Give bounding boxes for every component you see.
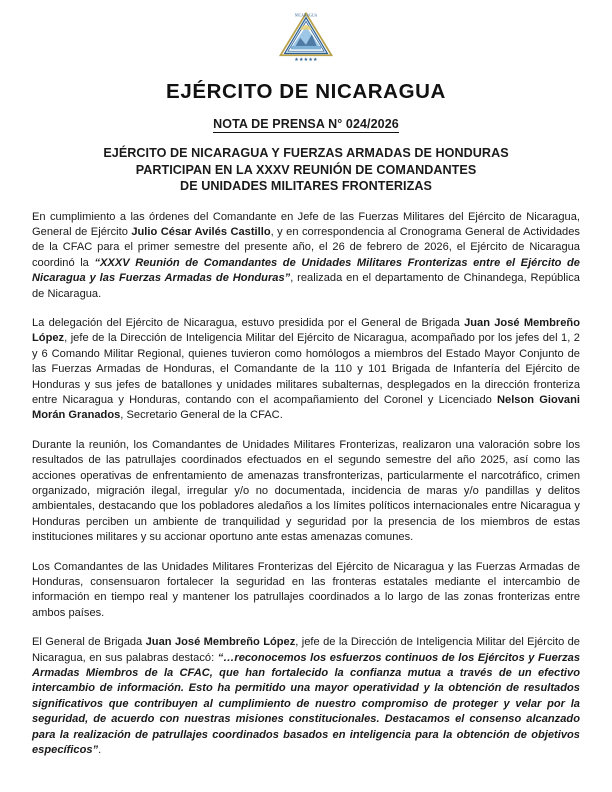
page-title: EJÉRCITO DE NICARAGUA bbox=[166, 80, 446, 103]
paragraph-2: La delegación del Ejército de Nicaragua, estuvo presidida por el General de Brigada Juan José Membreño López, jefe de la Dirección de Inteligencia Militar del Ejército de Nicaragua, acompañado por los jefes del 1, 2 y 6 Comando Militar Regional, quienes tuvieron como homólogos a miembros del Estado Mayor Conjunto de las Fuerzas Armadas de Honduras, el Comandante de la 110 y 101 Brigada de Infantería del Ejército de Honduras y sus jefes de batallones y unidades militares subalternas, desplegados en la dirección fronteriza entre Nicaragua y Honduras, contando con el acompañamiento del Coronel y Licenciado Nelson Giovani Morán Granados, Secretario General de la CFAC. bbox=[32, 316, 580, 422]
crest-container bbox=[32, 10, 580, 72]
paragraph-3: Durante la reunión, los Comandantes de Unidades Militares Fronterizas, realizaron una valoración sobre los resultados de las patrullajes coordinados efectuados en el segundo semestre del año 2025, así como las acciones operativas de enfrentamiento de amenazas transfronterizas, particularmente el narcotráfico, crimen organizado, migración ilegal, irregular y/o no documentada, incidencia de maras y/o pandillas y delitos ambientales, destacando que los pobladores aledaños a los límites políticos internacionales entre Nicaragua y Honduras perciben un ambiente de tranquilidad y seguridad por la presencia de los miembros de estas instituciones militares y su accionar oportuno ante estas amenazas comunes. bbox=[32, 438, 580, 544]
headline bbox=[32, 145, 580, 195]
svg-text:NICARAGUA: NICARAGUA bbox=[294, 13, 318, 18]
headline-line-1: EJÉRCITO DE NICARAGUA Y FUERZAS ARMADAS DE HONDURAS bbox=[103, 146, 509, 160]
paragraph-4: Los Comandantes de las Unidades Militares Fronterizas del Ejército de Nicaragua y las Fuerzas Armadas de Honduras, consensuaron fortalecer la seguridad en las fronteras estatales mediante el intercambio de información en tiempo real y mantener los patrullajes coordinados a lo largo de las zonas fronterizas entre ambos países. bbox=[32, 560, 580, 619]
body-text bbox=[32, 210, 580, 759]
headline-line-2: PARTICIPAN EN LA XXXV REUNIÓN DE COMANDANTES bbox=[135, 162, 477, 177]
paragraph-1: En cumplimiento a las órdenes del Comandante en Jefe de las Fuerzas Militares del Ejército de Nicaragua, General de Ejército Julio César Avilés Castillo, y en correspondencia al Cronograma General de Actividades de la CFAC para el primer semestre del presente año, el 26 de febrero de 2026, el Ejército de Nicaragua coordinó la “XXXV Reunión de Comandantes de Unidades Militares Fronterizas entre el Ejército de Nicaragua y las Fuerzas Armadas de Honduras”, realizada en el departamento de Chinandega, República de Nicaragua. bbox=[32, 210, 580, 300]
press-note-number bbox=[32, 117, 580, 131]
paragraph-5: El General de Brigada Juan José Membreño López, jefe de la Dirección de Inteligencia Militar del Ejército de Nicaragua, en sus palabras destacó: “…reconocemos los esfuerzos continuos de los Ejércitos y Fuerzas Armadas Miembros de la CFAC, que han fortalecido la confianza mutua a través de un efectivo intercambio de información. Esto ha permitido una mayor operatividad y la obtención de resultados significativos que contribuyen al cumplimiento de nuestro compromiso de proteger y velar por la seguridad, de acuerdo con nuestras misiones constitucionales. Destacamos el consenso alcanzado para la realización de patrullajes coordinados basados en inteligencia para la obtención de objetivos específicos”. bbox=[32, 636, 581, 757]
svg-text:★★★★★: ★★★★★ bbox=[294, 57, 318, 64]
national-crest-icon bbox=[277, 10, 335, 68]
headline-line-3: DE UNIDADES MILITARES FRONTERIZAS bbox=[180, 179, 432, 193]
press-note-number-text: NOTA DE PRENSA N° 024/2026 bbox=[213, 117, 399, 131]
